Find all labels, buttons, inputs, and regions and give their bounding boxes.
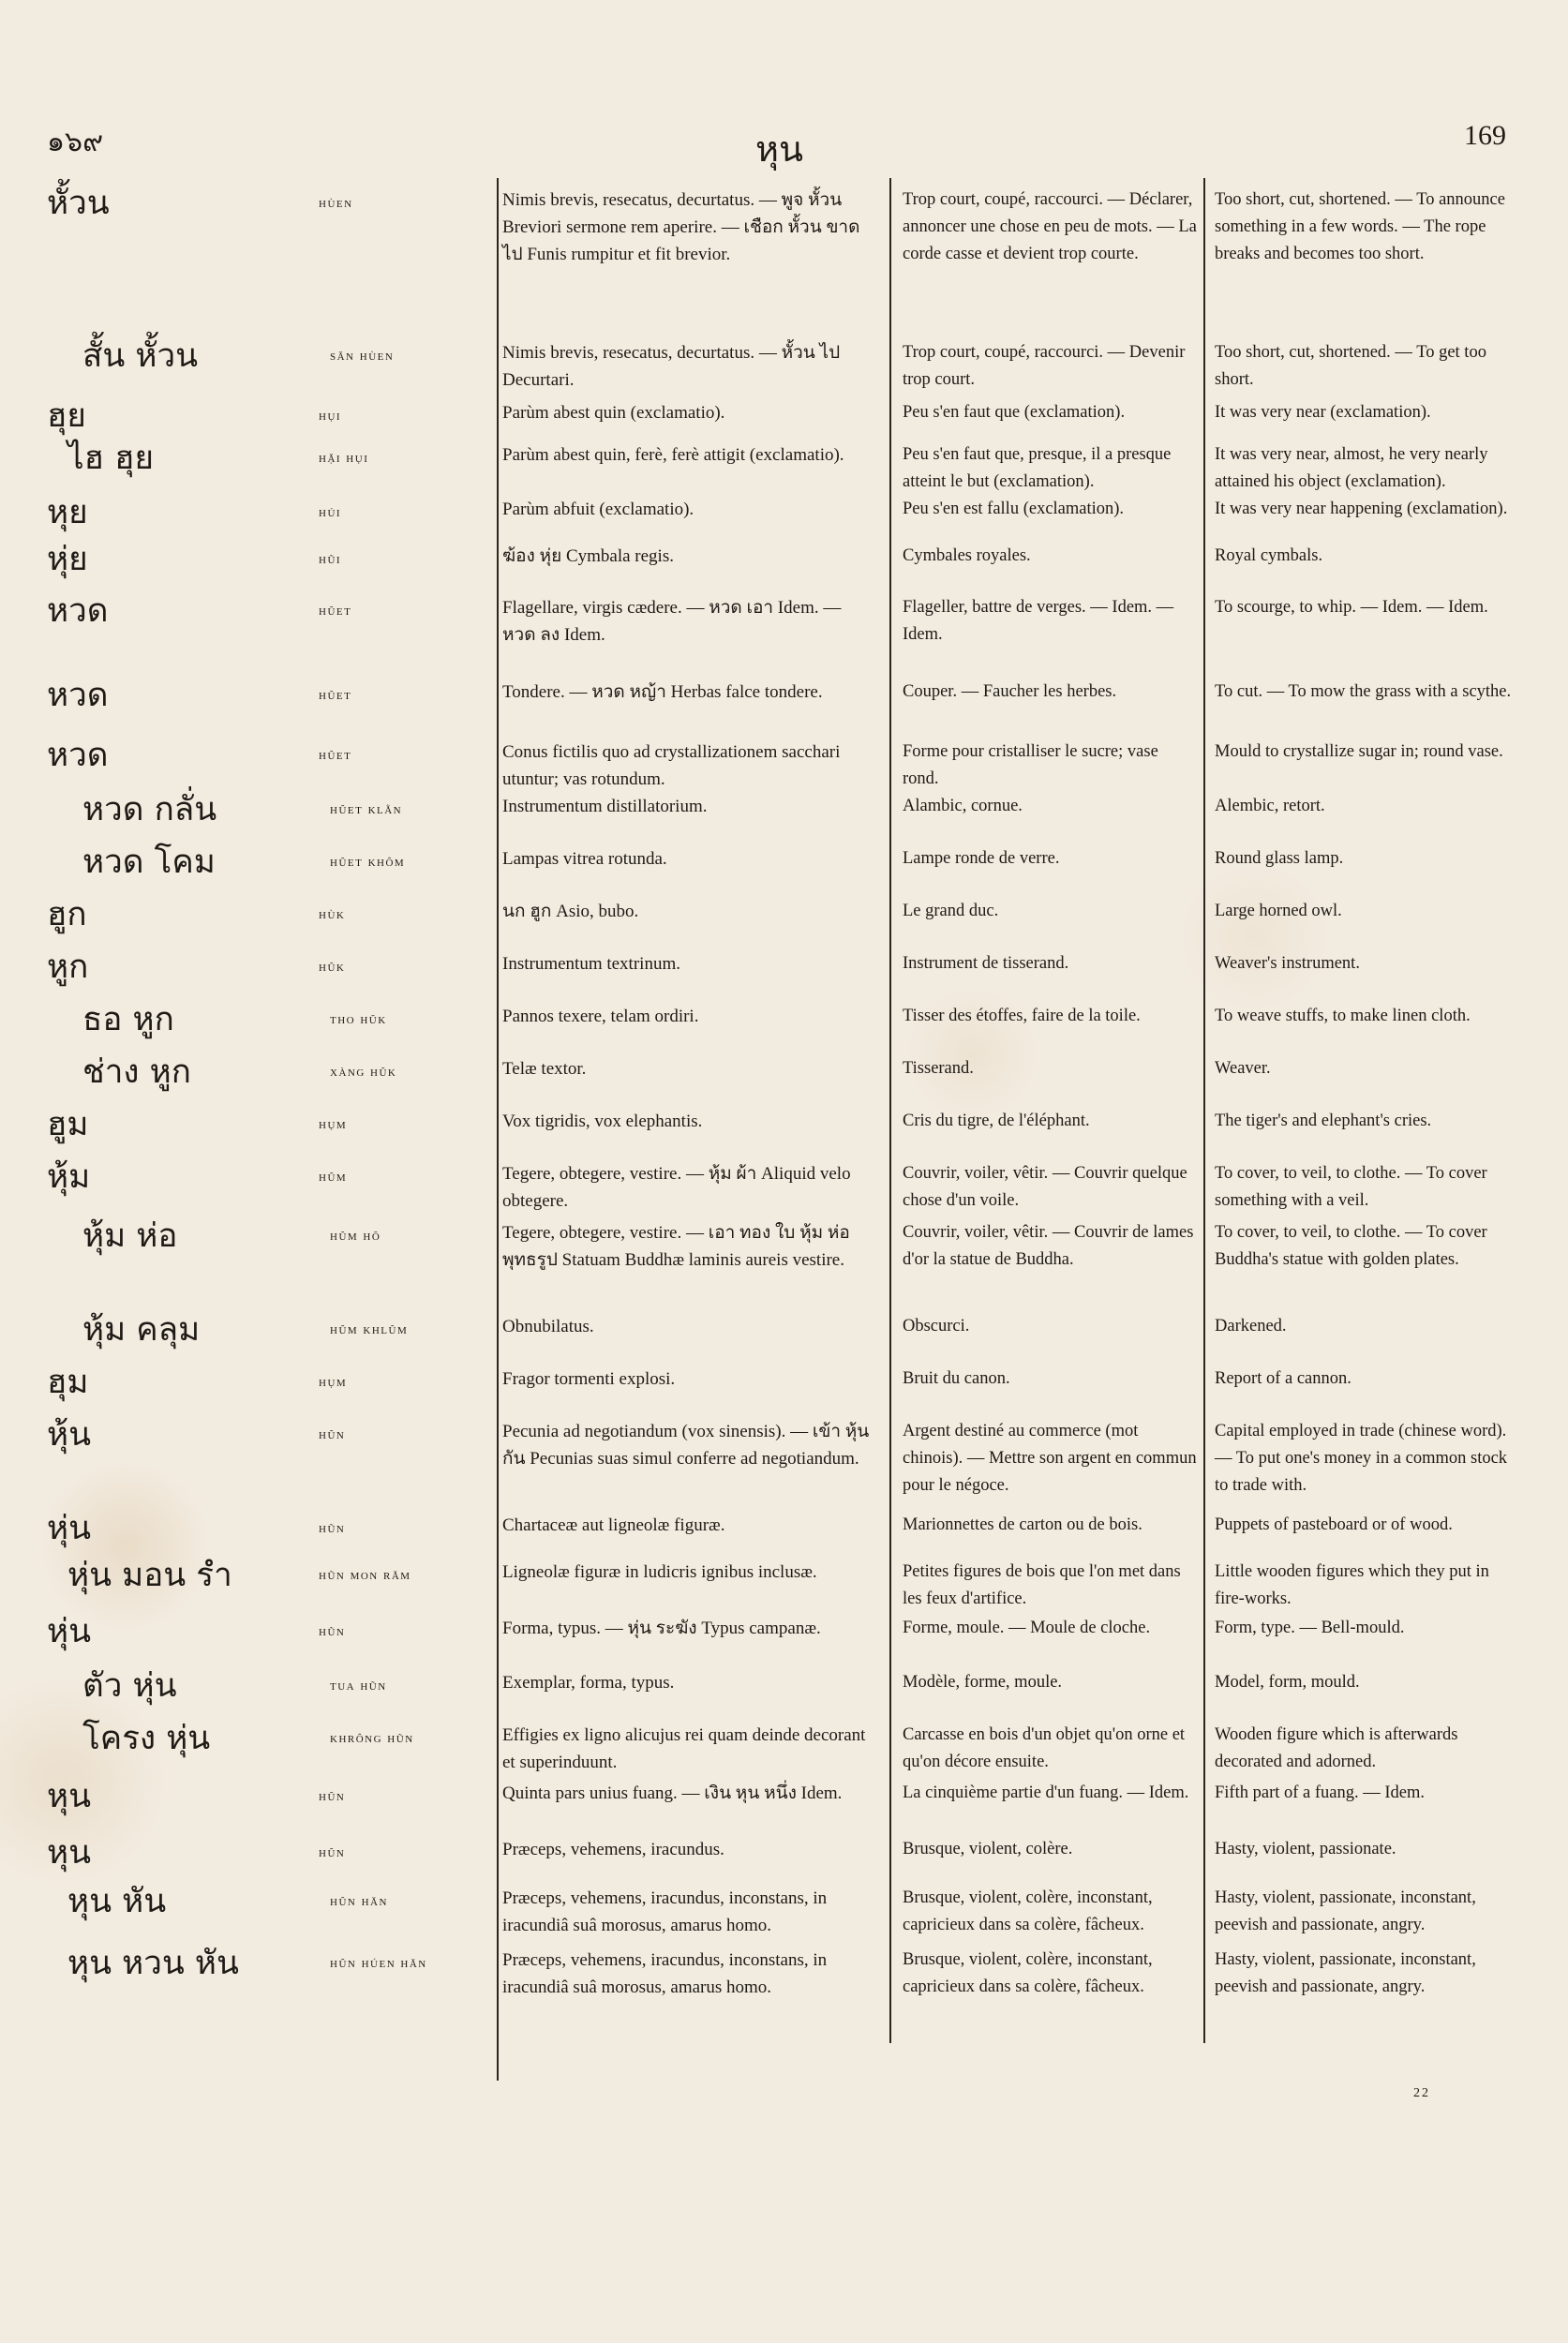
latin-definition: Vox tigridis, vox elephantis. <box>502 1112 703 1131</box>
english-definition: To scourge, to whip. — Idem. — Idem. <box>1215 598 1488 617</box>
romanization: hủi <box>319 505 342 520</box>
french-definition: Marionnettes de carton ou de bois. <box>903 1515 1142 1534</box>
thai-headword: ช่าง หูก <box>82 1053 191 1091</box>
dictionary-entry <box>0 1414 1568 1508</box>
dictionary-entry <box>0 999 1568 1052</box>
latin-definition: นก ฮูก Asio, bubo. <box>502 902 639 921</box>
french-definition: Instrument de tisserand. <box>903 954 1069 973</box>
english-definition: Form, type. — Bell-mould. <box>1215 1619 1405 1637</box>
french-definition: Bruit du canon. <box>903 1369 1010 1388</box>
dictionary-entry <box>0 1665 1568 1718</box>
romanization: hŭet <box>319 604 352 619</box>
dictionary-entry <box>0 675 1568 735</box>
latin-definition: Parùm abest quin (exclamatio). <box>502 403 725 423</box>
dictionary-entry <box>0 1104 1568 1157</box>
romanization: tho hŭk <box>330 1012 387 1027</box>
thai-headword: ฮูก <box>47 896 87 933</box>
thai-headword: หวด <box>47 592 109 630</box>
english-definition: To cover, to veil, to clothe. — To cover something with a veil. <box>1215 1164 1487 1210</box>
latin-definition: Quinta pars unius fuang. — เงิน หุน หนึ่ง Idem. <box>502 1783 843 1803</box>
dictionary-entry <box>0 1309 1568 1362</box>
dictionary-entry <box>0 894 1568 947</box>
romanization: hŭn <box>319 1789 346 1804</box>
dictionary-entry <box>0 183 1568 336</box>
dictionary-entry <box>0 1832 1568 1881</box>
dictionary-entries <box>0 183 1568 2005</box>
english-definition: Mould to crystallize sugar in; round vase. <box>1215 742 1503 761</box>
french-definition: Forme pour cristalliser le sucre; vase rond. <box>903 742 1158 788</box>
dictionary-entry <box>0 1157 1568 1216</box>
romanization: tua hũn <box>330 1679 387 1694</box>
thai-headword: ตัว หุ่น <box>82 1667 177 1705</box>
thai-headword: หุน หัน <box>67 1883 167 1920</box>
dictionary-entry <box>0 590 1568 675</box>
romanization: hụi <box>319 409 342 424</box>
english-definition: Fifth part of a fuang. — Idem. <box>1215 1783 1425 1802</box>
french-definition: Obscurci. <box>903 1317 970 1336</box>
thai-headword: หวด <box>47 677 109 714</box>
thai-headword: หุน <box>47 1778 91 1815</box>
english-definition: It was very near happening (exclamation). <box>1215 500 1508 518</box>
latin-definition: Chartaceæ aut ligneolæ figuræ. <box>502 1515 725 1535</box>
latin-definition: Tegere, obtegere, vestire. — เอา ทอง ใบ หุ้ม ห่อ พุทธรูป Statuam Buddhæ laminis aureis vestire. <box>502 1223 850 1270</box>
french-definition: Lampe ronde de verre. <box>903 849 1060 868</box>
french-definition: Le grand duc. <box>903 902 999 920</box>
romanization: hùen <box>319 196 353 211</box>
french-definition: Peu s'en faut que, presque, il a presque atteint le but (exclamation). <box>903 445 1172 491</box>
french-definition: Cris du tigre, de l'éléphant. <box>903 1112 1090 1130</box>
french-definition: Flageller, battre de verges. — Idem. — Idem. <box>903 598 1174 644</box>
romanization: hŭn <box>319 1427 346 1442</box>
english-definition: The tiger's and elephant's cries. <box>1215 1112 1432 1130</box>
latin-definition: Tegere, obtegere, vestire. — หุ้ม ผ้า Aliquid velo obtegere. <box>502 1164 851 1211</box>
latin-definition: Telæ textor. <box>502 1059 587 1079</box>
romanization: hŭm <box>319 1170 348 1185</box>
latin-definition: Ligneolæ figuræ in ludicris ignibus inclusæ. <box>502 1562 817 1582</box>
french-definition: Argent destiné au commerce (mot chinois). — Mettre son argent en commun pour le négoce. <box>903 1422 1197 1495</box>
latin-definition: Nimis brevis, resecatus, decurtatus. — พูจ หั้วน Breviori sermone rem aperire. — เชือก หั้วน ขาด ไป Funis rumpitur et fit brevior. <box>502 190 860 264</box>
english-definition: To weave stuffs, to make linen cloth. <box>1215 1007 1471 1025</box>
thai-headword: หุย <box>47 494 88 531</box>
romanization: hụm <box>319 1117 348 1132</box>
english-definition: Weaver's instrument. <box>1215 954 1360 973</box>
dictionary-entry <box>0 1362 1568 1414</box>
dictionary-entry <box>0 1943 1568 2005</box>
english-definition: To cover, to veil, to clothe. — To cover Buddha's statue with golden plates. <box>1215 1223 1487 1269</box>
thai-headword: หวด <box>47 737 109 774</box>
dictionary-entry <box>0 735 1568 789</box>
thai-headword: หวด กลั่น <box>82 791 217 828</box>
thai-headword: ธอ หูก <box>82 1001 174 1038</box>
dictionary-entry <box>0 842 1568 894</box>
latin-definition: Exemplar, forma, typus. <box>502 1673 675 1693</box>
english-definition: Hasty, violent, passionate, inconstant, peevish and passionate, angry. <box>1215 1950 1476 1996</box>
thai-headword: หุ้ม ห่อ <box>82 1217 178 1255</box>
romanization: hặi hụi <box>319 451 369 466</box>
signature-mark: 22 <box>1413 2086 1430 2100</box>
french-definition: Trop court, coupé, raccourci. — Devenir trop court. <box>903 343 1186 389</box>
english-definition: Little wooden figures which they put in fire-works. <box>1215 1562 1489 1608</box>
romanization: hŭn húen hăn <box>330 1956 427 1971</box>
romanization: hŭn <box>319 1845 346 1860</box>
french-definition: Tisser des étoffes, faire de la toile. <box>903 1007 1141 1025</box>
dictionary-entry <box>0 947 1568 999</box>
dictionary-entry <box>0 1216 1568 1309</box>
thai-headword: หุน <box>47 1834 91 1872</box>
romanization: hũn mon răm <box>319 1568 411 1583</box>
english-definition: Alembic, retort. <box>1215 797 1325 815</box>
thai-headword: หุน หวน หัน <box>67 1945 239 1982</box>
romanization: hŭet <box>319 748 352 763</box>
french-definition: Modèle, forme, moule. <box>903 1673 1063 1692</box>
dictionary-entry <box>0 1555 1568 1611</box>
romanization: hŭet klằn <box>330 802 403 817</box>
latin-definition: Pecunia ad negotiandum (vox sinensis). — เข้า หุ้น กัน Pecunias suas simul conferre ad negotiandum. <box>502 1422 870 1469</box>
french-definition: Alambic, cornue. <box>903 797 1023 815</box>
dictionary-entry <box>0 1052 1568 1104</box>
thai-headword: หุ่น <box>47 1613 91 1650</box>
thai-headword: หุ้ม <box>47 1158 91 1196</box>
latin-definition: Præceps, vehemens, iracundus, inconstans, in iracundiâ suâ morosus, amarus homo. <box>502 1950 828 1997</box>
english-definition: Large horned owl. <box>1215 902 1342 920</box>
english-definition: Darkened. <box>1215 1317 1287 1336</box>
french-definition: Couper. — Faucher les herbes. <box>903 682 1117 701</box>
english-definition: Report of a cannon. <box>1215 1369 1351 1388</box>
thai-headword: ฮุม <box>47 1364 89 1401</box>
dictionary-entry <box>0 1881 1568 1943</box>
thai-headword: หุ่ย <box>47 541 88 578</box>
dictionary-entry <box>0 438 1568 492</box>
latin-definition: Præceps, vehemens, iracundus. <box>502 1840 724 1859</box>
english-definition: Hasty, violent, passionate. <box>1215 1840 1396 1858</box>
thai-headword: ฮุย <box>47 397 86 435</box>
english-definition: To cut. — To mow the grass with a scythe. <box>1215 682 1512 701</box>
french-definition: Brusque, violent, colère. <box>903 1840 1073 1858</box>
english-definition: Weaver. <box>1215 1059 1271 1078</box>
french-definition: Peu s'en est fallu (exclamation). <box>903 500 1125 518</box>
french-definition: La cinquième partie d'un fuang. — Idem. <box>903 1783 1189 1802</box>
french-definition: Couvrir, voiler, vêtir. — Couvrir de lames d'or la statue de Buddha. <box>903 1223 1194 1269</box>
romanization: hùk <box>319 907 346 922</box>
french-definition: Peu s'en faut que (exclamation). <box>903 403 1126 422</box>
english-definition: It was very near, almost, he very nearly attained his object (exclamation). <box>1215 445 1488 491</box>
page-number: 169 <box>1464 120 1506 151</box>
romanization: hŭet khôm <box>330 855 406 870</box>
french-definition: Brusque, violent, colère, inconstant, capricieux dans sa colère, fâcheux. <box>903 1888 1153 1934</box>
thai-headword: หุ้ม คลุม <box>82 1311 201 1349</box>
latin-definition: Instrumentum distillatorium. <box>502 797 708 816</box>
french-definition: Brusque, violent, colère, inconstant, capricieux dans sa colère, fâcheux. <box>903 1950 1153 1996</box>
thai-headword: โครง หุ่น <box>82 1720 211 1757</box>
thai-headword: หุ่น มอน รำ <box>67 1557 232 1594</box>
romanization: hụm <box>319 1375 348 1390</box>
french-definition: Trop court, coupé, raccourci. — Déclarer, annoncer une chose en peu de mots. — La corde casse et devient trop courte. <box>903 190 1197 263</box>
english-definition: Too short, cut, shortened. — To announce something in a few words. — The rope breaks and becomes too short. <box>1215 190 1505 263</box>
dictionary-entry <box>0 1508 1568 1555</box>
thai-headword: หุ่น <box>47 1510 91 1547</box>
english-definition: Round glass lamp. <box>1215 849 1344 868</box>
english-definition: Hasty, violent, passionate, inconstant, peevish and passionate, angry. <box>1215 1888 1476 1934</box>
romanization: hŭet <box>319 688 352 703</box>
thai-headword: หุ้น <box>47 1416 91 1454</box>
latin-definition: Flagellare, virgis cædere. — หวด เอา Idem. — หวด ลง Idem. <box>502 598 842 645</box>
latin-definition: ฆ้อง หุ่ย Cymbala regis. <box>502 546 674 566</box>
latin-definition: Instrumentum textrinum. <box>502 954 680 974</box>
latin-definition: Forma, typus. — หุ่น ระฆัง Typus campanæ. <box>502 1619 821 1638</box>
thai-headword: หั้วน <box>47 185 110 222</box>
romanization: hŭm khlŭm <box>330 1322 409 1337</box>
dictionary-entry <box>0 336 1568 395</box>
dictionary-entry <box>0 539 1568 590</box>
thai-headword: ไฮ ฮุย <box>67 440 154 477</box>
dictionary-entry <box>0 1776 1568 1832</box>
english-definition: Wooden figure which is afterwards decorated and adorned. <box>1215 1725 1458 1771</box>
french-definition: Cymbales royales. <box>903 546 1031 565</box>
latin-definition: Nimis brevis, resecatus, decurtatus. — หั้วน ไป Decurtari. <box>502 343 841 390</box>
page-number-thai: ๑๖๙ <box>47 126 104 158</box>
english-definition: Royal cymbals. <box>1215 546 1323 565</box>
running-headword: หุน <box>755 128 804 170</box>
romanization: khrông hũn <box>330 1731 414 1746</box>
french-definition: Petites figures de bois que l'on met dans les feux d'artifice. <box>903 1562 1181 1608</box>
romanization: hũn <box>319 1521 346 1536</box>
romanization: hũn <box>319 1624 346 1639</box>
latin-definition: Parùm abest quin, ferè, ferè attigit (exclamatio). <box>502 445 844 465</box>
dictionary-entry <box>0 1718 1568 1776</box>
dictionary-entry <box>0 789 1568 842</box>
romanization: hŭk <box>319 960 346 975</box>
romanization: hũi <box>319 552 342 567</box>
thai-headword: ฮูม <box>47 1106 89 1143</box>
latin-definition: Lampas vitrea rotunda. <box>502 849 667 869</box>
french-definition: Carcasse en bois d'un objet qu'on orne et qu'on décore ensuite. <box>903 1725 1186 1771</box>
latin-definition: Conus fictilis quo ad crystallizationem sacchari utuntur; vas rotundum. <box>502 742 841 789</box>
thai-headword: สั้น หั้วน <box>82 337 199 375</box>
romanization: hŭm hŏ <box>330 1229 381 1244</box>
english-definition: Puppets of pasteboard or of wood. <box>1215 1515 1453 1534</box>
latin-definition: Parùm abfuit (exclamatio). <box>502 500 694 519</box>
latin-definition: Præceps, vehemens, iracundus, inconstans, in iracundiâ suâ morosus, amarus homo. <box>502 1888 828 1935</box>
latin-definition: Obnubilatus. <box>502 1317 594 1336</box>
english-definition: Capital employed in trade (chinese word). — To put one's money in a common stock to trade with. <box>1215 1422 1508 1495</box>
romanization: sǎn hùen <box>330 349 395 364</box>
dictionary-entry <box>0 1611 1568 1665</box>
romanization: hŭn hăn <box>330 1894 388 1909</box>
french-definition: Couvrir, voiler, vêtir. — Couvrir quelque chose d'un voile. <box>903 1164 1187 1210</box>
dictionary-entry <box>0 492 1568 539</box>
english-definition: Model, form, mould. <box>1215 1673 1360 1692</box>
english-definition: It was very near (exclamation). <box>1215 403 1431 422</box>
english-definition: Too short, cut, shortened. — To get too short. <box>1215 343 1486 389</box>
dictionary-entry <box>0 395 1568 438</box>
thai-headword: หูก <box>47 948 89 986</box>
french-definition: Tisserand. <box>903 1059 974 1078</box>
latin-definition: Fragor tormenti explosi. <box>502 1369 676 1389</box>
thai-headword: หวด โคม <box>82 843 216 881</box>
french-definition: Forme, moule. — Moule de cloche. <box>903 1619 1151 1637</box>
latin-definition: Effigies ex ligno alicujus rei quam deinde decorant et superinduunt. <box>502 1725 866 1772</box>
latin-definition: Tondere. — หวด หญ้า Herbas falce tondere. <box>502 682 823 702</box>
latin-definition: Pannos texere, telam ordiri. <box>502 1007 699 1026</box>
romanization: xàng hŭk <box>330 1065 397 1080</box>
